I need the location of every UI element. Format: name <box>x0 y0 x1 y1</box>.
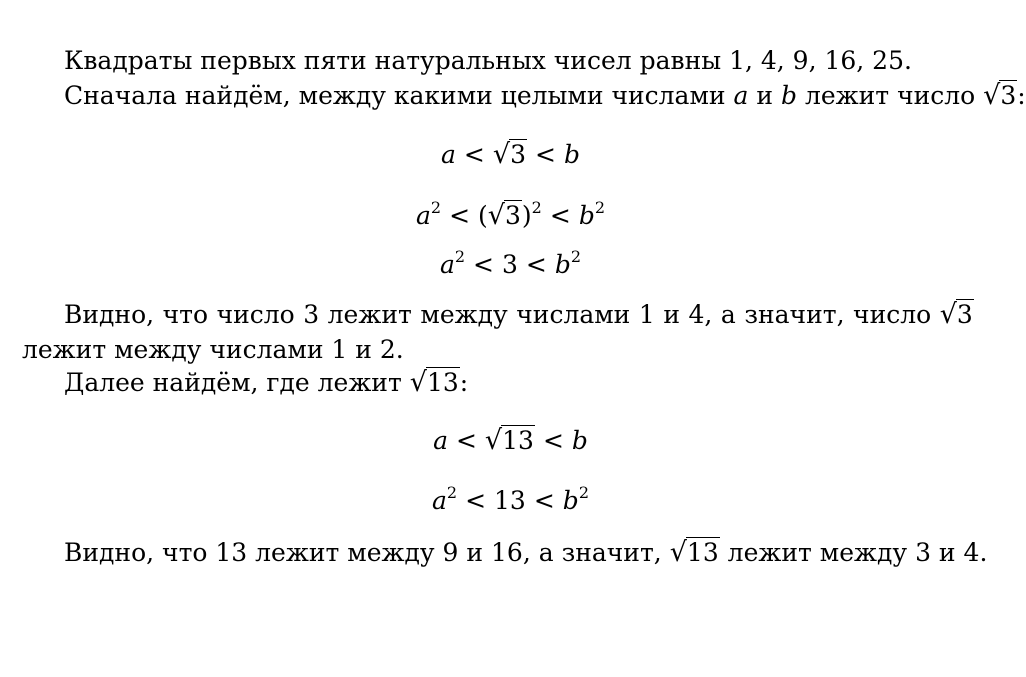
less-than: < <box>465 486 487 515</box>
paragraph-intro-sqrt13 <box>64 366 468 399</box>
radicand: 3 <box>1000 81 1017 110</box>
less-than: < <box>535 140 556 169</box>
sqrt-13 <box>410 366 460 399</box>
sqrt-13 <box>670 536 720 569</box>
radicand: 3 <box>510 140 526 169</box>
colon: : <box>459 368 469 397</box>
equation-a-lt-sqrt3-lt-b <box>0 138 1021 171</box>
radicand: 13 <box>686 538 719 567</box>
word: лежит <box>327 300 412 329</box>
word: между <box>420 300 508 329</box>
less-than: < <box>525 250 547 279</box>
radicand: 13 <box>502 426 534 455</box>
exponent: 2 <box>531 197 542 217</box>
exponent: 2 <box>578 482 589 502</box>
equation-squared <box>0 199 1021 232</box>
radical-sign: √ <box>983 80 1001 111</box>
middle-number: 13 <box>494 486 526 515</box>
sqrt-13 <box>485 424 535 457</box>
paragraph-conclusion-sqrt3-line2 <box>22 333 404 366</box>
intro-rest: лежит число <box>797 81 984 110</box>
word: что <box>162 300 209 329</box>
exponent: 2 <box>446 482 458 502</box>
radical-sign: √ <box>487 200 505 231</box>
paragraph-conclusion-sqrt3-line1 <box>64 298 974 331</box>
radicand: 3 <box>956 300 973 329</box>
word: 3 <box>303 300 320 329</box>
less-than: < <box>549 201 571 230</box>
paragraph-squares-text: Квадраты первых пяти натуральных чисел равны 1, 4, 9, 16, 25. <box>64 46 912 75</box>
exponent: 2 <box>570 246 582 266</box>
var-a: a <box>441 140 456 169</box>
equation-a-lt-sqrt13-lt-b <box>0 424 1021 457</box>
var-b: b <box>562 486 579 515</box>
less-than: < <box>449 201 471 230</box>
var-b: b <box>554 250 571 279</box>
paragraph-intro-sqrt3 <box>64 79 1026 112</box>
sqrt-3 <box>983 79 1017 112</box>
radical-sign: √ <box>409 367 427 398</box>
sqrt-3 <box>488 199 522 232</box>
word: число <box>853 300 932 329</box>
conclusion-text: Видно, что 13 лежит между 9 и 16, а значит, <box>64 538 670 567</box>
var-a: a <box>433 426 448 455</box>
sqrt-3 <box>940 298 974 331</box>
paragraph-conclusion-sqrt13 <box>64 536 987 569</box>
less-than: < <box>463 140 485 169</box>
close-paren: ) <box>521 201 532 230</box>
open-paren: ( <box>478 201 488 230</box>
intro-text: Далее найдём, где лежит <box>64 368 410 397</box>
paragraph-squares <box>64 44 912 77</box>
conclusion-line2-text: лежит между числами 1 и 2. <box>22 335 404 364</box>
word: Видно, <box>64 300 155 329</box>
word: а <box>720 300 736 329</box>
radicand: 13 <box>426 368 459 397</box>
var-a: a <box>733 81 749 110</box>
less-than: < <box>533 486 555 515</box>
word: и <box>663 300 680 329</box>
radicand: 3 <box>505 201 521 230</box>
intro-text: Сначала найдём, между какими целыми числами <box>64 81 734 110</box>
radical-sign: √ <box>492 139 511 170</box>
var-a: a <box>439 250 455 279</box>
radical-sign: √ <box>939 299 957 330</box>
middle-number: 3 <box>501 250 518 279</box>
sqrt-3 <box>493 138 527 171</box>
colon: : <box>1017 81 1026 110</box>
var-b: b <box>781 81 798 110</box>
word: 4, <box>688 300 713 329</box>
exponent: 2 <box>594 197 606 217</box>
equation-a2-lt-13-lt-b2 <box>0 484 1021 517</box>
less-than: < <box>542 426 564 455</box>
word: значит, <box>744 300 845 329</box>
var-b: b <box>578 201 595 230</box>
var-a: a <box>431 486 447 515</box>
exponent: 2 <box>454 246 466 266</box>
conclusion-rest: лежит между 3 и 4. <box>719 538 988 567</box>
word: 1 <box>638 300 655 329</box>
equation-a2-lt-3-lt-b2 <box>0 248 1021 281</box>
word: числами <box>516 300 631 329</box>
less-than: < <box>455 426 477 455</box>
and-word: и <box>748 81 781 110</box>
word: число <box>216 300 295 329</box>
less-than: < <box>473 250 494 279</box>
radical-sign: √ <box>669 537 687 568</box>
var-b: b <box>563 140 580 169</box>
var-b: b <box>571 426 588 455</box>
var-a: a <box>415 201 431 230</box>
exponent: 2 <box>430 197 442 217</box>
radical-sign: √ <box>484 425 503 456</box>
